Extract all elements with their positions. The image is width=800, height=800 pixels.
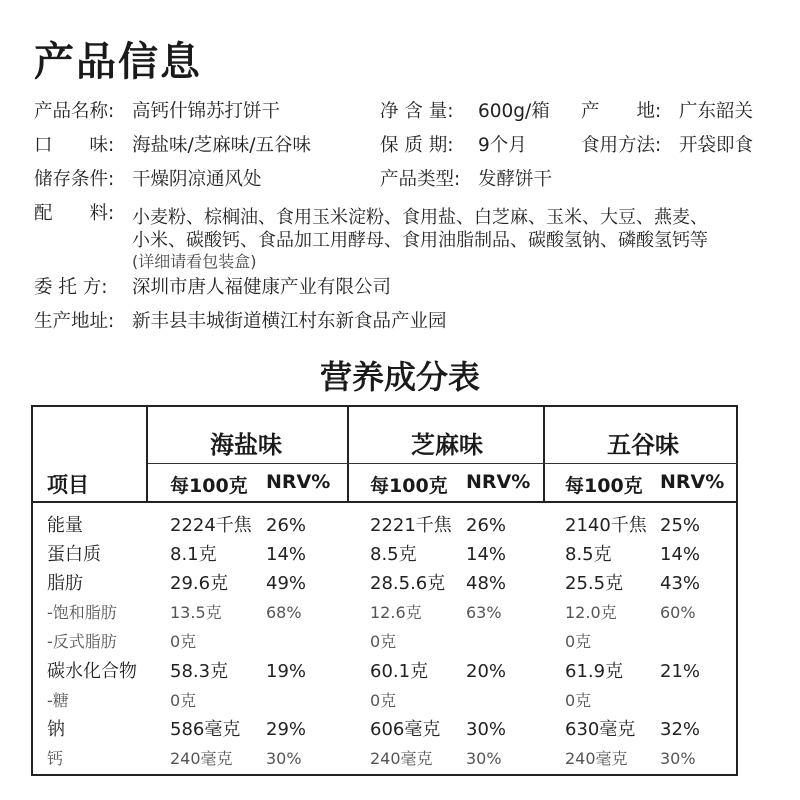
nutrient-name: 碳水化合物: [47, 660, 137, 682]
shelf-value: 9个月: [478, 135, 527, 156]
table-row: [33, 657, 736, 686]
nutrient-name: 钠: [47, 718, 65, 740]
taste-value: 海盐味/芝麻味/五谷味: [132, 135, 311, 156]
usage-label: 食用方法:: [581, 135, 662, 156]
col-per100-header: 每100克: [170, 475, 248, 497]
address-label: 生产地址:: [34, 311, 115, 332]
client-value: 深圳市唐人福健康产业有限公司: [132, 277, 392, 298]
nrv-value: 26%: [266, 515, 307, 536]
origin-value: 广东韶关: [679, 101, 754, 122]
name-value: 高钙什锦苏打饼干: [132, 101, 281, 122]
per100-value: 2140千焦: [565, 515, 647, 536]
flavor-header-sesame: 芝麻味: [411, 431, 483, 459]
col-nrv-header: NRV%: [266, 471, 331, 493]
nrv-value: 14%: [660, 544, 701, 566]
table-divider: [148, 463, 738, 464]
usage-value: 开袋即食: [679, 135, 754, 156]
nrv-value: 30%: [466, 748, 502, 768]
taste-label: 口 味:: [34, 135, 115, 156]
nrv-value: 32%: [660, 718, 701, 740]
table-row: [33, 627, 736, 656]
per100-value: 606毫克: [370, 718, 441, 740]
nrv-value: 20%: [466, 660, 507, 682]
per100-value: 60.1克: [370, 660, 429, 682]
per100-value: 240毫克: [170, 748, 233, 768]
col-per100-header: 每100克: [565, 475, 643, 497]
per100-value: 0克: [370, 690, 397, 710]
per100-value: 28.5.6克: [370, 573, 446, 595]
ingredients-label: 配 料:: [34, 203, 115, 224]
nrv-value: 60%: [660, 603, 696, 623]
nrv-value: 26%: [466, 515, 507, 536]
nrv-value: 68%: [266, 603, 302, 623]
storage-value: 干燥阴凉通风处: [132, 169, 262, 190]
storage-label: 储存条件:: [34, 169, 115, 190]
per100-value: 0克: [170, 690, 197, 710]
item-column-header: 项目: [47, 473, 89, 497]
ingredients-note: (详细请看包装盒): [132, 252, 257, 271]
table-row: [33, 686, 736, 715]
type-label: 产品类型:: [380, 169, 461, 190]
col-nrv-header: NRV%: [466, 471, 531, 493]
per100-value: 240毫克: [370, 748, 433, 768]
per100-value: 8.5克: [565, 544, 612, 566]
per100-value: 2224千焦: [170, 515, 252, 536]
ingredients-line-2: 小米、碳酸钙、食品加工用酵母、食用油脂制品、碳酸氢钠、磷酸氢钙等: [132, 230, 708, 251]
nrv-value: 43%: [660, 573, 701, 595]
nrv-value: 21%: [660, 660, 701, 682]
nutrient-name: -糖: [47, 690, 69, 710]
per100-value: 630毫克: [565, 718, 636, 740]
net-label: 净 含 量:: [380, 101, 454, 122]
nutrition-title: 营养成分表: [319, 358, 480, 396]
nrv-value: 19%: [266, 660, 307, 682]
page-title: 产品信息: [34, 39, 202, 85]
type-value: 发酵饼干: [478, 169, 553, 190]
per100-value: 29.6克: [170, 573, 229, 595]
per100-value: 8.1克: [170, 544, 217, 566]
nrv-value: 48%: [466, 573, 507, 595]
nrv-value: 63%: [466, 603, 502, 623]
nutrition-table: [31, 405, 738, 776]
per100-value: 586毫克: [170, 718, 241, 740]
nrv-value: 25%: [660, 515, 701, 536]
per100-value: 12.0克: [565, 603, 617, 623]
ingredients-line-1: 小麦粉、棕榈油、食用玉米淀粉、食用盐、白芝麻、玉米、大豆、燕麦、: [132, 207, 708, 228]
per100-value: 0克: [370, 632, 397, 652]
per100-value: 2221千焦: [370, 515, 452, 536]
per100-value: 58.3克: [170, 660, 229, 682]
nrv-value: 30%: [660, 748, 696, 768]
per100-value: 8.5克: [370, 544, 417, 566]
nrv-value: 49%: [266, 573, 307, 595]
table-divider: [33, 501, 736, 503]
per100-value: 240毫克: [565, 748, 628, 768]
nrv-value: 30%: [466, 718, 507, 740]
nutrient-name: 钙: [47, 748, 64, 768]
per100-value: 0克: [565, 690, 592, 710]
table-row: [33, 744, 736, 773]
table-row: [33, 511, 736, 540]
per100-value: 13.5克: [170, 603, 222, 623]
client-label: 委 托 方:: [34, 277, 108, 298]
table-row: [33, 598, 736, 627]
nrv-value: 14%: [466, 544, 507, 566]
name-label: 产品名称:: [34, 101, 115, 122]
per100-value: 61.9克: [565, 660, 624, 682]
per100-value: 12.6克: [370, 603, 422, 623]
flavor-header-sea-salt: 海盐味: [210, 431, 282, 459]
nutrient-name: 能量: [47, 515, 83, 536]
per100-value: 0克: [170, 632, 197, 652]
flavor-header-grain: 五谷味: [607, 431, 679, 459]
origin-label: 产 地:: [581, 101, 662, 122]
nutrient-name: 蛋白质: [47, 544, 101, 566]
per100-value: 25.5克: [565, 573, 624, 595]
nutrient-name: -反式脂肪: [47, 632, 117, 652]
table-row: [33, 540, 736, 569]
nrv-value: 30%: [266, 748, 302, 768]
address-value: 新丰县丰城街道横江村东新食品产业园: [132, 311, 447, 332]
per100-value: 0克: [565, 632, 592, 652]
nrv-value: 14%: [266, 544, 307, 566]
table-row: [33, 715, 736, 744]
net-value: 600g/箱: [478, 101, 550, 122]
table-row: [33, 569, 736, 598]
nutrient-name: 脂肪: [47, 573, 83, 595]
col-per100-header: 每100克: [370, 475, 448, 497]
nrv-value: 29%: [266, 718, 307, 740]
shelf-label: 保 质 期:: [380, 135, 454, 156]
nutrient-name: -饱和脂肪: [47, 603, 117, 623]
col-nrv-header: NRV%: [660, 471, 725, 493]
